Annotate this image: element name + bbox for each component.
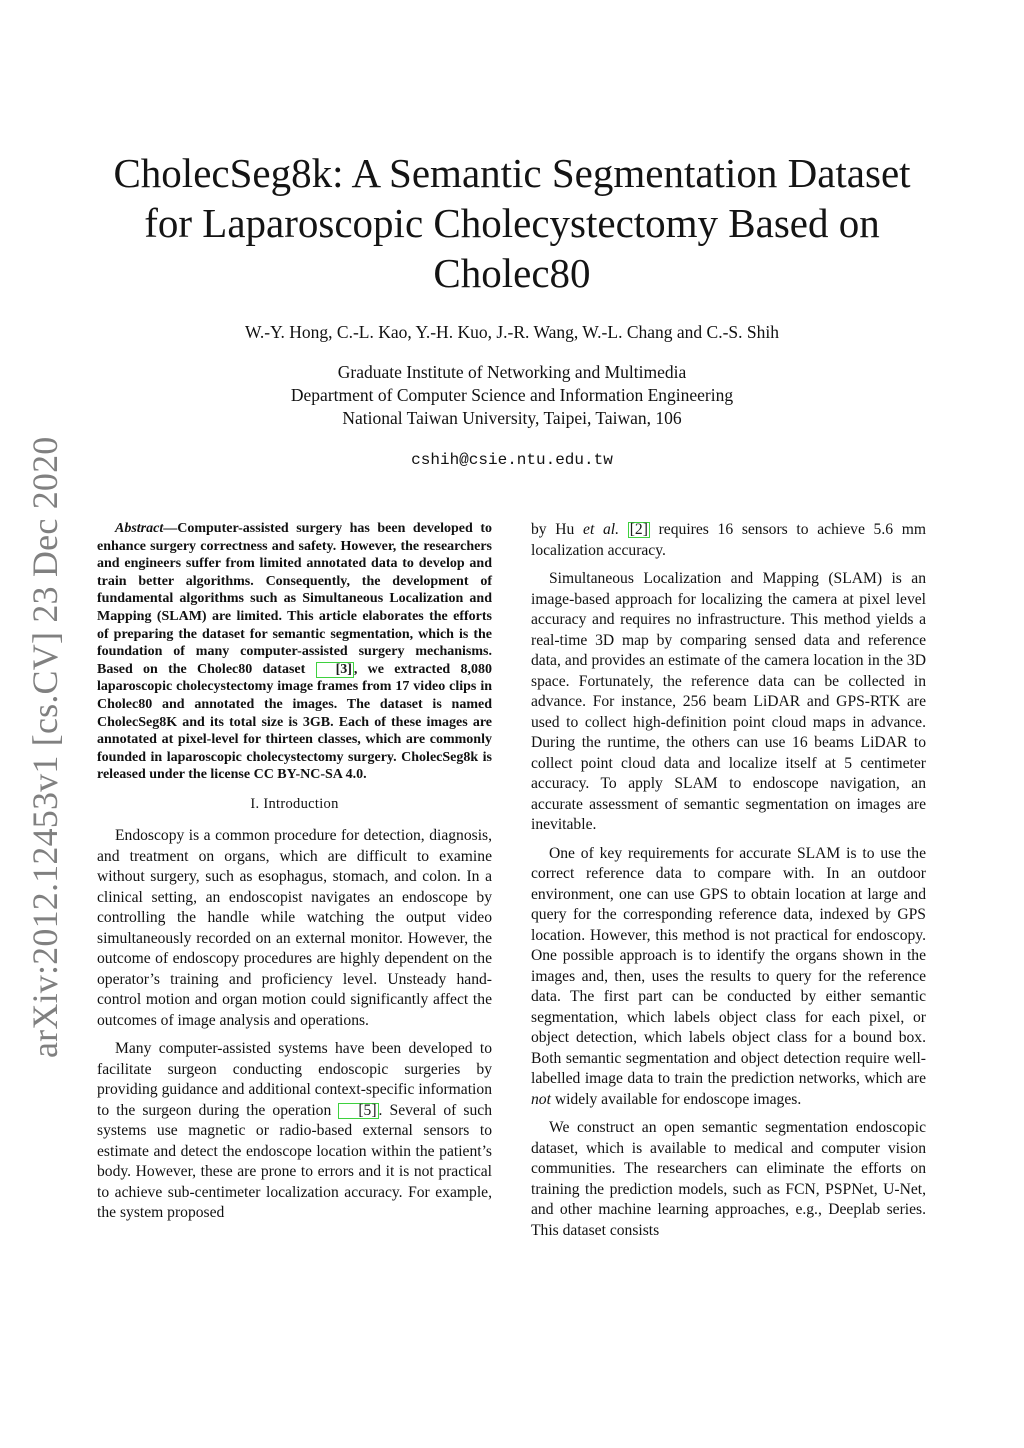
affiliation-line-3: National Taiwan University, Taipei, Taiwan, 106: [342, 408, 682, 428]
affiliation-line-2: Department of Computer Science and Information Engineering: [290, 385, 734, 405]
right-p0-text-b: requires 16 sensors to achieve 5.6 mm localization accuracy.: [531, 521, 927, 559]
abstract-text-a: —Computer-assisted surgery has been developed to enhance surgery correctness and safety. However, the researchers and engineers suffer from limited annotated data to develop and train better algorithms. Consequently, the development of fundamental algorithms such as Simultaneous Localization and Mapping (SLAM) are limited. This article elaborates the efforts of preparing the dataset for semantic segmentation, which is the foundation of many computer-assisted surgery mechanisms. Based on the Cholec80 dataset: [97, 521, 492, 677]
affiliation: [80, 361, 944, 430]
intro-p2-text-a: Many computer-assisted systems have been developed to facilitate surgeon conducting endoscopic surgeries by providing guidance and additional context-specific information to the surgeon during the operation: [97, 1040, 492, 1119]
title-line-2: for Laparoscopic Cholecystectomy Based on: [144, 200, 880, 246]
abstract-label: Abstract: [115, 521, 164, 536]
right-paragraph-2: [531, 844, 926, 1111]
citation-link[interactable]: [2]: [629, 521, 648, 538]
intro-p2-text-b: . Several of such systems use magnetic or radio-based external sensors to estimate and detect the endoscope location within the patient’s body. However, these are prone to errors and it is not practical to achieve sub-centimeter localization accuracy. For example, the system proposed: [97, 1101, 492, 1222]
abstract: [97, 520, 492, 784]
right-p2-emphasis: not: [531, 1090, 551, 1108]
citation-link[interactable]: [5]: [338, 1103, 378, 1119]
right-paragraph-3: We construct an open semantic segmentation endoscopic dataset, which is available to medical and computer vision communities. The researchers can eliminate the efforts on training the prediction models, such as FCN, PSPNet, U-Net, and other machine learning approaches, e.g., Deeplab series. This dataset consists: [531, 1119, 926, 1239]
affiliation-line-1: Graduate Institute of Networking and Multimedia: [337, 362, 687, 382]
arxiv-identifier-stamp: arXiv:2012.12453v1 [cs.CV] 23 Dec 2020: [25, 436, 65, 1058]
right-p2-text-a: One of key requirements for accurate SLAM is to use the correct reference data to compare with. In an outdoor environment, one can use GPS to obtain location at large and query for the corresponding reference data, indexed by GPS location. However, this method is not practical for endoscopy. One possible approach is to identify the organs shown in the images and, then, uses the results to query for the reference data. The first part can be conducted by either semantic segmentation, which labels object class for each pixel, or object detection, which labels object class for a bound box. Both semantic segmentation and object detection require well-labelled image data to train the prediction networks, which are: [531, 844, 926, 1087]
title-line-3: Cholec80: [433, 250, 591, 296]
author-list: W.-Y. Hong, C.-L. Kao, Y.-H. Kuo, J.-R. Wang, W.-L. Chang and C.-S. Shih: [245, 322, 779, 342]
section-heading-introduction: I. Introduction: [250, 795, 339, 812]
right-p0-text-a: by Hu: [531, 521, 584, 538]
title-line-1: CholecSeg8k: A Semantic Segmentation Dataset: [113, 150, 911, 196]
intro-paragraph-1: Endoscopy is a common procedure for detection, diagnosis, and treatment on organs, which are difficult to examine without surgery, such as esophagus, stomach, and colon. In a clinical setting, an endoscopist navigates an endoscope by controlling the handle while watching the output video simultaneously recorded on an external monitor. However, the outcome of endoscopy procedures are highly dependent on the operator’s training and proficiency level. Unsteady hand-control motion and organ motion could significantly affect the outcomes of image analysis and operations.: [97, 827, 492, 1029]
citation-link[interactable]: [3]: [316, 662, 354, 678]
right-paragraph-0: [531, 520, 926, 561]
left-column: [97, 520, 492, 1232]
intro-paragraph-2: [97, 1039, 492, 1224]
abstract-text-b: , we extracted 8,080 laparoscopic cholecystectomy image frames from 17 video clips in Cholec80 and annotated the images. The dataset is named CholecSeg8K and its total size is 3GB. Each of these images are annotated at pixel-level for thirteen classes, which are commonly founded in laparoscopic cholecystectomy surgery. CholecSeg8k is released under the license CC BY-NC-SA 4.0.: [97, 661, 492, 783]
paper-title: [80, 148, 944, 298]
contact-email[interactable]: cshih@csie.ntu.edu.tw: [411, 451, 613, 469]
right-paragraph-1: Simultaneous Localization and Mapping (SLAM) is an image-based approach for localizing the camera at pixel level accuracy and requires no infrastructure. This method yields a real-time 3D map by comparing sensed data and reference data, and provides an estimate of the camera location in the 3D space. Fortunately, the reference data can be collected in advance. For instance, 256 beam LiDAR and GPS-RTK are used to collect high-definition point cloud maps in advance. During the runtime, the others can use 16 beams LiDAR to collect point cloud data and localize itself at 5 centimeter accuracy. To apply SLAM to endoscope navigation, an accurate assessment of semantic segmentation on images are inevitable.: [531, 570, 926, 833]
right-p2-text-b: widely available for endoscope images.: [550, 1090, 802, 1108]
right-p0-et-al: et al.: [583, 521, 620, 538]
right-column: [531, 520, 926, 1249]
